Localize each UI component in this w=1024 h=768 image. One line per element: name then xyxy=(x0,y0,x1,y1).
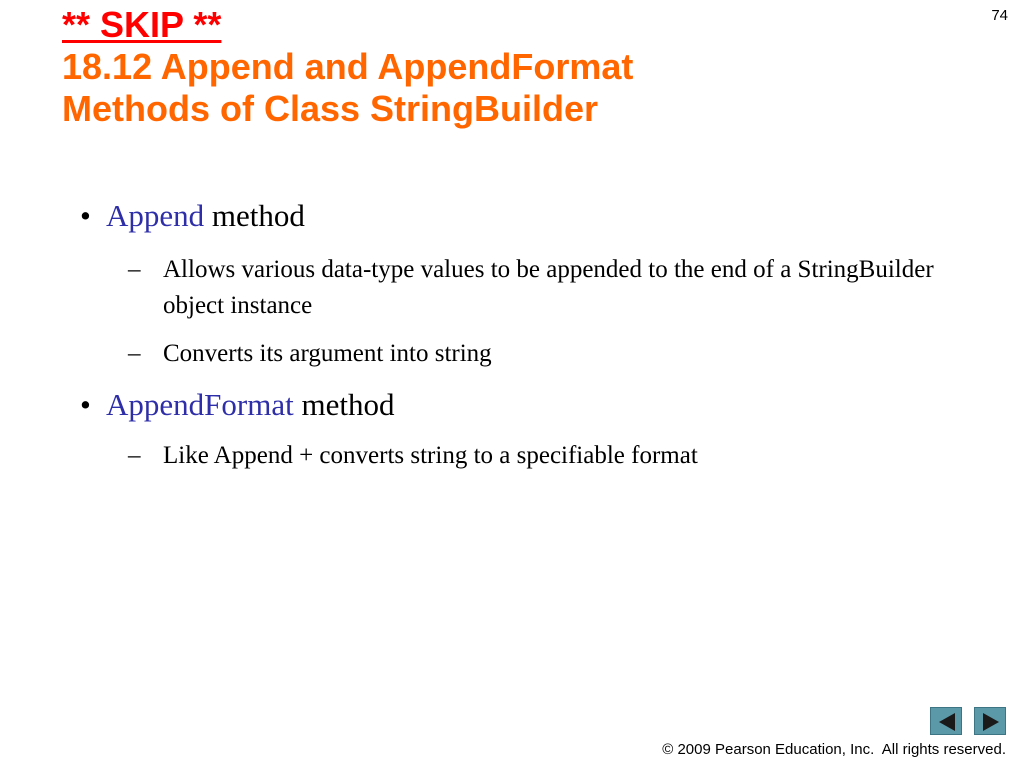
sub-bullet-item xyxy=(128,336,958,372)
title-line-2: Methods of Class StringBuilder xyxy=(62,88,599,129)
sub-bullet-text: Like Append + converts string to a specifiable format xyxy=(163,442,698,469)
dash-marker: – xyxy=(128,256,141,283)
bullet-text: method xyxy=(293,387,395,422)
bullet-keyword: Append xyxy=(106,198,205,233)
sub-bullet-item xyxy=(128,252,958,324)
next-slide-button[interactable] xyxy=(974,707,1006,735)
skip-marker: ** SKIP ** xyxy=(62,4,222,45)
slide-title xyxy=(62,4,962,130)
bullet-item-append xyxy=(80,198,305,234)
copyright-footer: © 2009 Pearson Education, Inc. All rights reserved. xyxy=(662,741,1006,758)
previous-slide-button[interactable] xyxy=(930,707,962,735)
bullet-keyword: AppendFormat xyxy=(106,387,294,422)
left-arrow-icon xyxy=(931,708,963,736)
page-number: 74 xyxy=(991,7,1008,24)
sub-bullet-item xyxy=(128,438,958,474)
right-arrow-icon xyxy=(975,708,1007,736)
bullet-dot: • xyxy=(80,198,91,233)
dash-marker: – xyxy=(128,442,141,469)
bullet-text: method xyxy=(204,198,305,233)
title-line-1: 18.12 Append and AppendFormat xyxy=(62,46,634,87)
bullet-dot: • xyxy=(80,387,91,422)
bullet-item-appendformat xyxy=(80,387,394,423)
dash-marker: – xyxy=(128,340,141,367)
sub-bullet-text: Converts its argument into string xyxy=(163,340,492,367)
sub-bullet-text: Allows various data-type values to be appended to the end of a StringBuilder object instance xyxy=(163,256,934,319)
